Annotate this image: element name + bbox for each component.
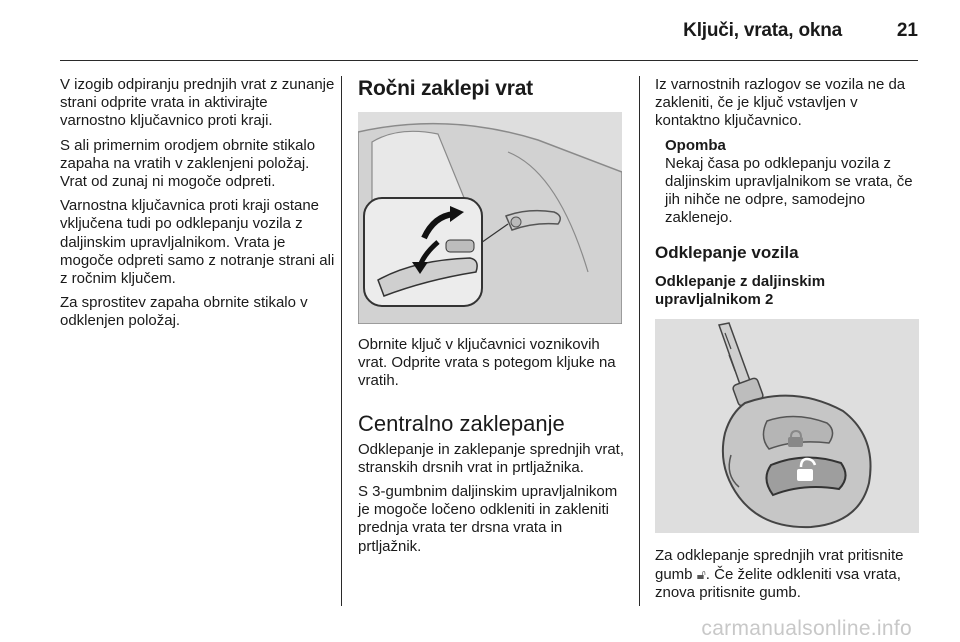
- page-header: [0, 0, 960, 62]
- subsection-heading: Odklepanje z daljinskim upravljalnikom 2: [655, 272, 826, 308]
- paragraph: Za sprostitev zapaha obrnite stikalo v odklenjen položaj.: [60, 294, 308, 330]
- paragraph: V izogib odpiranju prednjih vrat z zunanje strani odprite vrata in aktivirajte varnostno ključavnico proti kraji.: [60, 76, 335, 130]
- page-number: 21: [896, 20, 918, 41]
- note-box: [655, 137, 923, 228]
- paragraph: Obrnite ključ v ključavnici voznikovih vrat. Odprite vrata s potegom kljuke na vratih.: [358, 336, 616, 390]
- padlock-open-icon: 🔓︎: [696, 565, 706, 582]
- paragraph: Varnostna ključavnica proti kraji ostane vključena tudi po odklepanju vozila z daljinskim upravljalnikom. Vrata je mogoče odpreti samo z notranje strani ali z ročnim ključem.: [60, 197, 335, 288]
- watermark: carmanualsonline.info: [701, 617, 912, 640]
- remote-key-illustration: [655, 319, 919, 533]
- header-divider: [60, 60, 918, 61]
- paragraph: Odklepanje in zaklepanje sprednjih vrat, stranskih drsnih vrat in prtljažnika.: [358, 440, 624, 476]
- section-heading: Centralno zaklepanje: [358, 410, 565, 436]
- paragraph-text: Za odklepanje sprednjih vrat pritisnite gumb: [655, 546, 904, 583]
- column-right: [655, 76, 923, 608]
- column-divider: [639, 76, 640, 606]
- page-title: Ključi, vrata, okna: [683, 20, 842, 41]
- section-heading: Ročni zaklepi vrat: [358, 77, 533, 100]
- note-title: Opomba: [665, 136, 726, 154]
- column-middle: [358, 76, 626, 562]
- column-left: [60, 76, 336, 337]
- paragraph: Iz varnostnih razlogov se vozila ne da zakleniti, če je ključ vstavljen v kontaktno ključavnico.: [655, 76, 906, 130]
- door-handle-illustration: [358, 112, 622, 324]
- paragraph: [655, 547, 923, 603]
- note-text: Nekaj časa po odklepanju vozila z daljinskim upravljalnikom se vrata, če jih nihče ne odpre, samodejno zaklenejo.: [665, 154, 913, 227]
- paragraph: S ali primernim orodjem obrnite stikalo zapaha na vratih v zaklenjeni položaj. Vrat od zunaj ni mogoče odpreti.: [60, 136, 316, 191]
- section-heading: Odklepanje vozila: [655, 242, 799, 262]
- paragraph: S 3-gumbnim daljinskim upravljalnikom je mogoče ločeno odkleniti in zakleniti prednja vrata ter drsna vrata in prtljažnik.: [358, 483, 618, 555]
- column-divider: [341, 76, 342, 606]
- paragraph-text: . Če želite odkleniti vsa vrata, znova pritisnite gumb.: [655, 565, 901, 602]
